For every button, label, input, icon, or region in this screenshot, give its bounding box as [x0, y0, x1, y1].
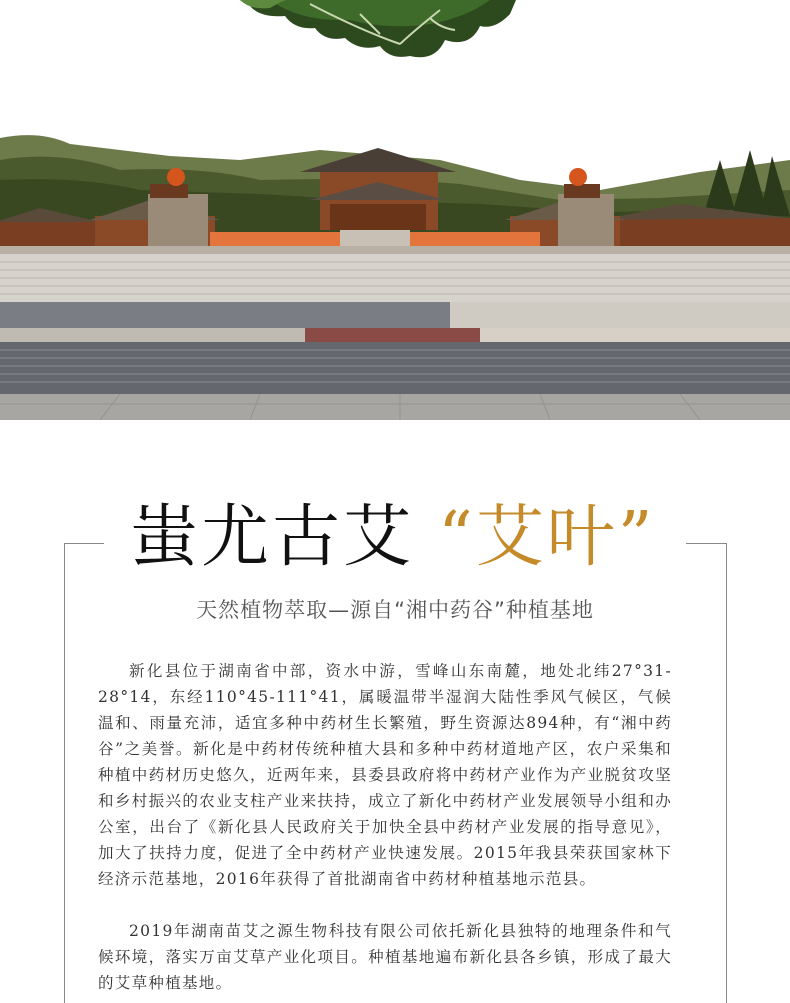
frame-line-right-side: [726, 543, 727, 1003]
temple-complex-photo: [0, 120, 790, 420]
page-subtitle: 天然植物萃取—源自“湘中药谷”种植基地: [196, 598, 594, 622]
frame-line-right-top: [686, 543, 727, 544]
mugwort-leaf-illustration: [240, 0, 516, 62]
page-title: [130, 497, 670, 579]
article-body: [98, 658, 672, 996]
title-main: 蚩尤古艾: [130, 498, 415, 577]
article-paragraph-2: 2019年湖南苗艾之源生物科技有限公司依托新化县独特的地理条件和气候环境，落实万亩艾草产业化项目。种植基地遍布新化县各乡镇，形成了最大的艾草种植基地。: [98, 922, 672, 992]
title-accent: “艾叶”: [438, 498, 656, 577]
article-paragraph-1: 新化县位于湖南省中部，资水中游，雪峰山东南麓，地处北纬27°31-28°14，东经110°45-111°41，属暖温带半湿润大陆性季风气候区，气候温和、雨量充沛，适宜多种中药材生长繁殖，野生资源达894种，有“湘中药谷”之美誉。新化是中药材传统种植大县和多种中药材道地产区，农户采集和种植中药材历史悠久，近两年来，县委县政府将中药材产业作为产业脱贫攻坚和乡村振兴的农业支柱产业来扶持，成立了新化中药材产业发展领导小组和办公室，出台了《新化县人民政府关于加快全县中药材产业发展的指导意见》，加大了扶持力度，促进了全中药材产业快速发展。2015年我县荣获国家林下经济示范基地，2016年获得了首批湖南省中药材种植基地示范县。: [98, 662, 672, 888]
frame-line-left-top: [64, 543, 104, 544]
frame-line-left-side: [64, 543, 65, 1003]
